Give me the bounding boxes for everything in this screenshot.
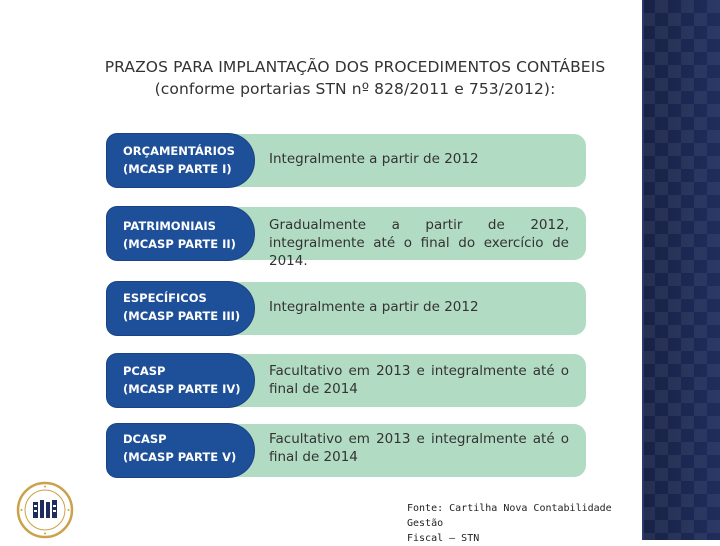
row-label-title: ESPECÍFICOS	[123, 291, 207, 305]
row-description: Facultativo em 2013 e integralmente até o final de 2014	[269, 431, 569, 465]
decorative-side-panel	[642, 0, 720, 540]
row-label-part: (MCASP PARTE III)	[123, 309, 241, 323]
row-label	[123, 362, 241, 398]
slide-subtitle: (conforme portarias STN nº 828/2011 e 753/2012):	[154, 80, 556, 98]
row-label	[123, 217, 236, 253]
row-label	[123, 430, 236, 466]
row-description: Gradualmente a partir de 2012, integralmente até o final do exercício de 2014.	[269, 217, 569, 269]
slide-title: PRAZOS PARA IMPLANTAÇÃO DOS PROCEDIMENTOS CONTÁBEIS	[104, 58, 606, 76]
source-note	[407, 501, 647, 546]
deadline-row-dcasp	[107, 424, 586, 477]
row-description: Facultativo em 2013 e integralmente até o final de 2014	[269, 363, 569, 397]
row-label-title: ORÇAMENTÁRIOS	[123, 144, 235, 158]
row-label-title: DCASP	[123, 432, 167, 446]
row-label-part: (MCASP PARTE II)	[123, 237, 236, 251]
row-label	[123, 289, 240, 325]
deadline-row-patrimoniais	[107, 207, 586, 269]
row-label	[123, 142, 235, 178]
source-line: Fonte: Cartilha Nova Contabilidade Gestão	[407, 503, 612, 529]
row-description: Integralmente a partir de 2012	[269, 299, 479, 315]
row-description: Integralmente a partir de 2012	[269, 151, 479, 167]
deadline-row-especificos	[107, 282, 586, 335]
institution-seal-icon	[16, 481, 74, 539]
source-line: Fiscal – STN	[407, 533, 480, 544]
row-label-title: PATRIMONIAIS	[123, 219, 216, 233]
row-label-part: (MCASP PARTE I)	[123, 162, 232, 176]
row-label-part: (MCASP PARTE IV)	[123, 382, 241, 396]
deadline-row-pcasp	[107, 354, 586, 407]
row-label-title: PCASP	[123, 364, 166, 378]
row-label-part: (MCASP PARTE V)	[123, 450, 237, 464]
deadline-row-orcamentarios	[107, 134, 586, 187]
